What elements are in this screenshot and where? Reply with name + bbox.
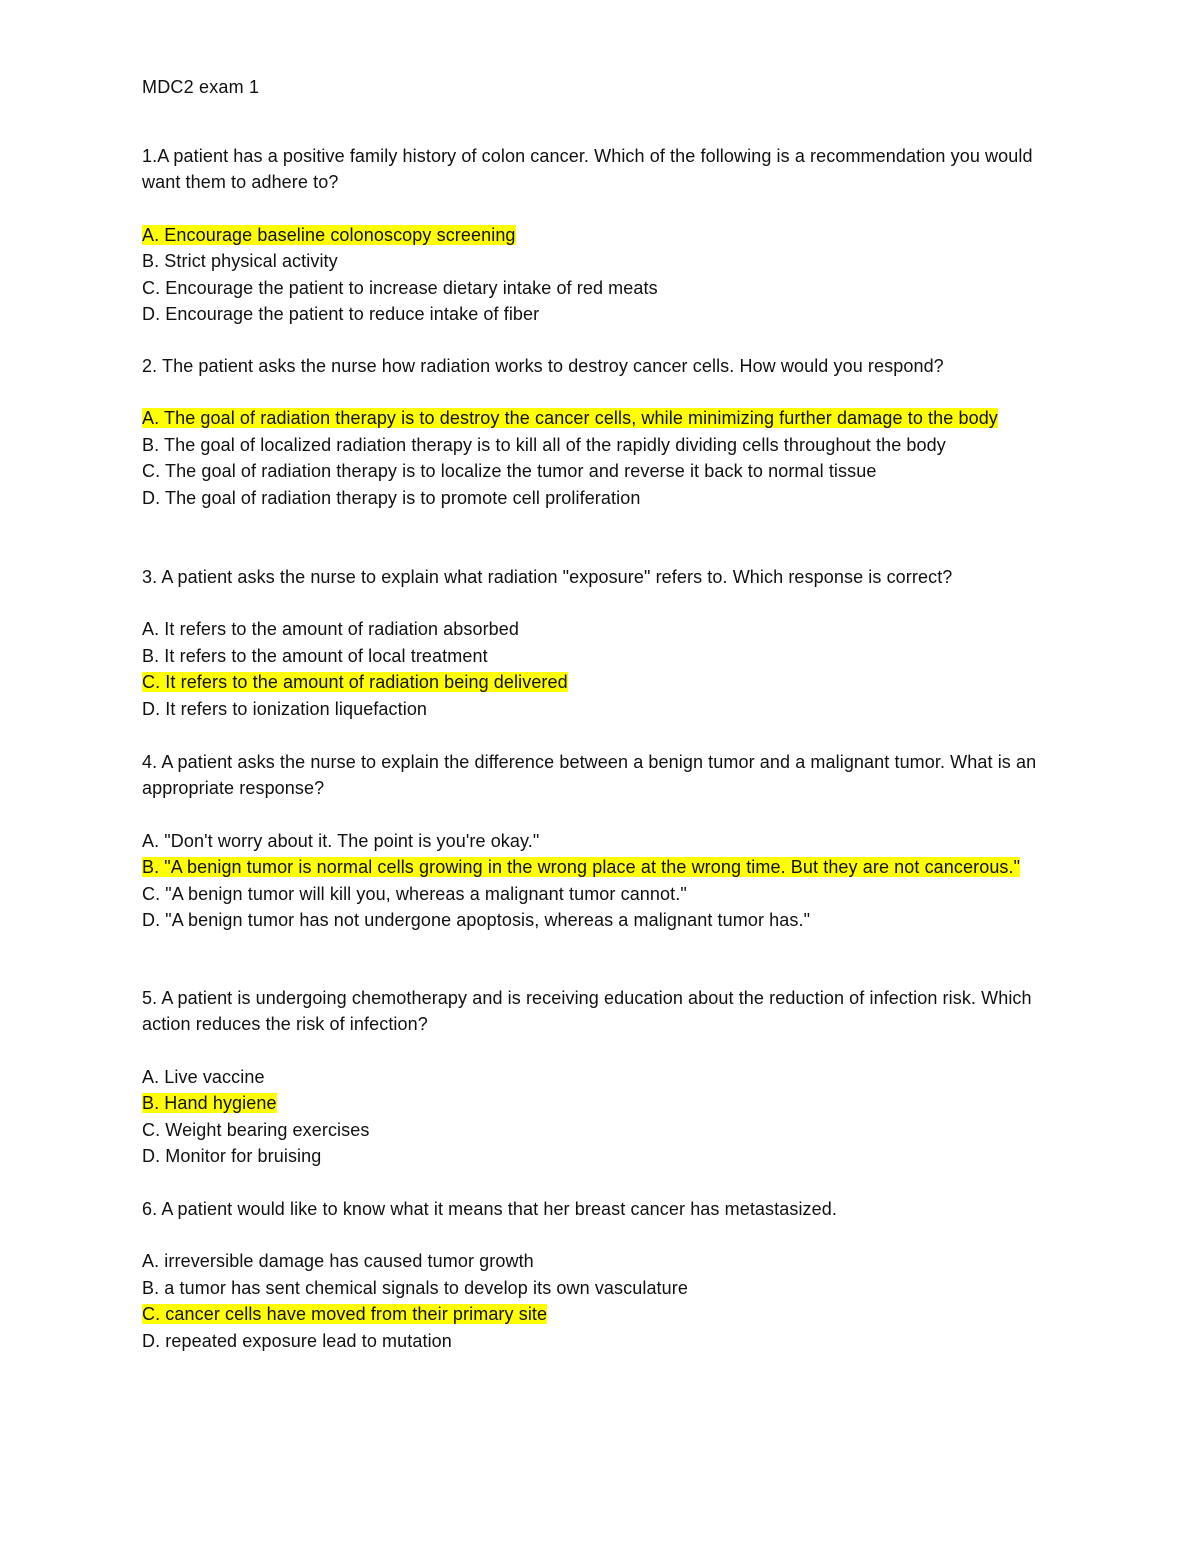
option-b: B. a tumor has sent chemical signals to develop its own vasculature: [142, 1277, 688, 1298]
question-text: 2. The patient asks the nurse how radiation works to destroy cancer cells. How would you respond?: [142, 356, 944, 376]
option-b: B. Strict physical activity: [142, 251, 338, 272]
question-3: [142, 564, 1072, 722]
answer-options: [142, 405, 1072, 511]
question-text: 5. A patient is undergoing chemotherapy and is receiving education about the reduction of infection risk. Which action reduces the risk of infection?: [142, 988, 1032, 1035]
question-1: [142, 143, 1072, 327]
question-6: [142, 1196, 1072, 1354]
option-a: A. It refers to the amount of radiation absorbed: [142, 619, 520, 640]
highlighted-answer: B. Hand hygiene: [142, 1093, 277, 1114]
option-b: B. The goal of localized radiation therapy is to kill all of the rapidly dividing cells throughout the body: [142, 434, 946, 455]
highlighted-answer: C. cancer cells have moved from their primary site: [142, 1304, 548, 1325]
option-d: D. "A benign tumor has not undergone apoptosis, whereas a malignant tumor has.": [142, 910, 811, 931]
answer-options: [142, 616, 1072, 722]
option-a: A. "Don't worry about it. The point is you're okay.": [142, 830, 540, 851]
option-d: D. Encourage the patient to reduce intake of fiber: [142, 304, 540, 325]
option-c: C. Weight bearing exercises: [142, 1119, 370, 1140]
option-d: D. Monitor for bruising: [142, 1146, 322, 1167]
option-c: C. "A benign tumor will kill you, whereas a malignant tumor cannot.": [142, 883, 687, 904]
option-c: [142, 1301, 1072, 1327]
highlighted-answer: A. The goal of radiation therapy is to destroy the cancer cells, while minimizing further damage to the body: [142, 408, 998, 429]
answer-options: [142, 1248, 1072, 1354]
answer-options: [142, 1064, 1072, 1170]
option-d: D. The goal of radiation therapy is to promote cell proliferation: [142, 487, 641, 508]
option-c: C. Encourage the patient to increase dietary intake of red meats: [142, 277, 658, 298]
answer-options: [142, 222, 1072, 328]
answer-options: [142, 828, 1072, 934]
question-text: 4. A patient asks the nurse to explain the difference between a benign tumor and a malignant tumor. What is an appropriate response?: [142, 752, 1037, 799]
question-4: [142, 749, 1072, 933]
highlighted-answer: C. It refers to the amount of radiation being delivered: [142, 672, 568, 693]
option-b: [142, 1090, 1072, 1116]
document-title: MDC2 exam 1: [142, 77, 260, 97]
option-c: C. The goal of radiation therapy is to localize the tumor and reverse it back to normal tissue: [142, 461, 877, 482]
question-text: 6. A patient would like to know what it means that her breast cancer has metastasized.: [142, 1199, 837, 1219]
highlighted-answer: A. Encourage baseline colonoscopy screening: [142, 224, 516, 245]
question-text: 1.A patient has a positive family history of colon cancer. Which of the following is a recommendation you would want them to adhere to?: [142, 146, 1033, 193]
option-a: A. Live vaccine: [142, 1066, 265, 1087]
option-a: [142, 222, 1072, 248]
question-5: [142, 985, 1072, 1169]
option-d: D. repeated exposure lead to mutation: [142, 1330, 452, 1351]
option-a: A. irreversible damage has caused tumor growth: [142, 1251, 534, 1272]
option-b: [142, 854, 1072, 880]
highlighted-answer: B. "A benign tumor is normal cells growing in the wrong place at the wrong time. But they are not cancerous.": [142, 857, 1021, 878]
option-b: B. It refers to the amount of local treatment: [142, 645, 488, 666]
option-d: D. It refers to ionization liquefaction: [142, 698, 428, 719]
option-c: [142, 669, 1072, 695]
option-a: [142, 405, 1072, 431]
question-text: 3. A patient asks the nurse to explain what radiation "exposure" refers to. Which response is correct?: [142, 567, 953, 587]
question-2: [142, 353, 1072, 511]
